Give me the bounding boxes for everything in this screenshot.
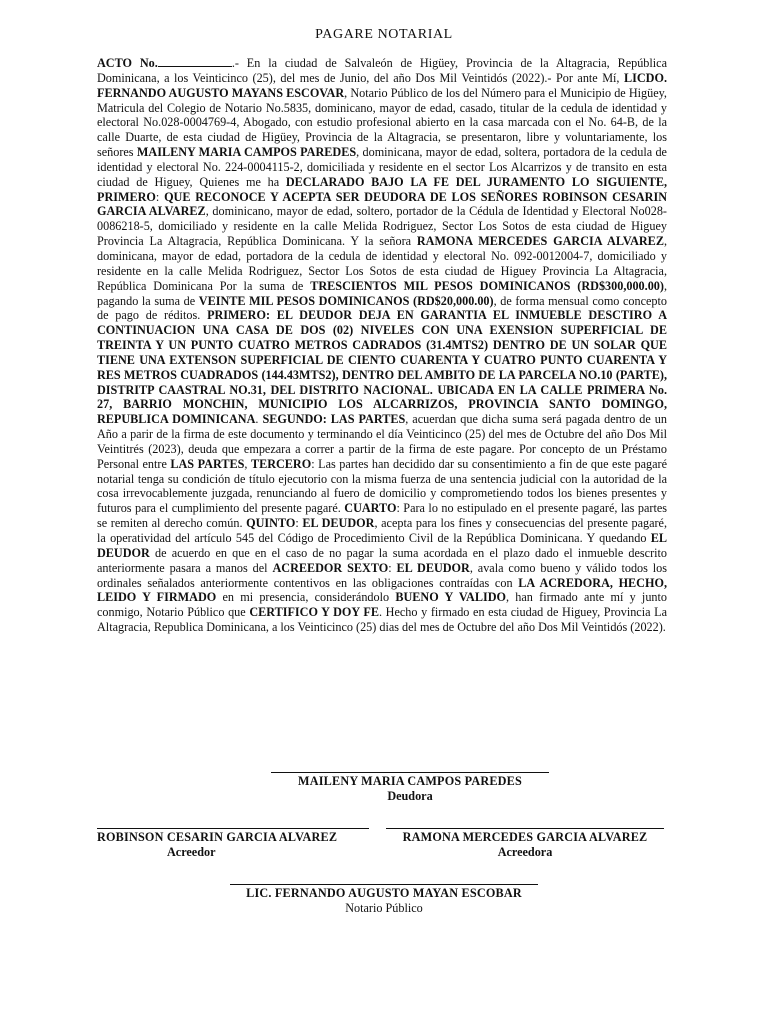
bold-text-run: CERTIFICO Y DOY FE bbox=[249, 605, 379, 620]
text-run: , avala como bueno y válido todos los ordinales señalados anteriormente contentivos en las obligaciones contraídas con bbox=[97, 560, 668, 590]
acto-number-blank bbox=[158, 56, 232, 67]
signature-line bbox=[386, 828, 664, 829]
text-run: en mi presencia, considerándolo bbox=[216, 590, 396, 605]
document-title: PAGARE NOTARIAL bbox=[315, 27, 453, 42]
text-run: .- En la ciudad de Salvaleón de Higüey, Provincia de la Altagracia, República Dominicana, a los Veinticinco (25), del mes de Junio, del año Dos Mil Veintidós (2022).- Por ante Mí, bbox=[97, 56, 667, 85]
text-run: de acuerdo en que en el caso de no pagar la suma acordada en el plazo dado el inmueble descrito anteriormente pasara a manos del bbox=[97, 545, 667, 575]
bold-text-run: TERCERO bbox=[250, 456, 312, 471]
bold-text-run: MAILENY MARIA CAMPOS PAREDES bbox=[136, 145, 357, 160]
bold-text-run: TRESCIENTOS MIL PESOS DOMINICANOS (RD$300,000.00) bbox=[310, 278, 664, 293]
text-run: , dominicana, mayor de edad, portadora de la cedula de identidad y electoral No. 092-0012004-7, domiciliado y residente en la calle Melida Rodriguez, Sector Los Sotos de esta ciudad de Higuey Provincia La Altagracia, República Dominicana Por la suma de bbox=[97, 234, 667, 293]
text-run: , acuerdan que dicha suma será pagada dentro de un Año a parir de la firma de este documento y terminando el día Veinticinco (25) del mes de Octubre del año Dos Mil Veintitrés (2023), deuda que empezara a correr a partir de la firma de este pagare. Por concepto de un Préstamo Personal entre bbox=[97, 412, 667, 471]
bold-text-run: LA ACREDORA, HECHO, LEIDO Y FIRMADO bbox=[97, 575, 667, 605]
text-run: : Para lo no estipulado en el presente pagaré, las partes se remiten al derecho común. bbox=[97, 501, 667, 531]
signer-role: Notario Público bbox=[345, 901, 423, 915]
text-run: , acepta para los fines y consecuencias del presente pagaré, la operatividad del artículo 545 del Código de Procedimiento Civil de la República Dominicana. Y quedando bbox=[97, 516, 668, 545]
text-run: . bbox=[255, 412, 263, 427]
signature-acreedor bbox=[97, 828, 369, 860]
body-paragraph bbox=[97, 56, 667, 635]
bold-text-run: QUE RECONOCE Y ACEPTA SER DEUDORA DE LOS SEÑORES ROBINSON CESARIN GARCIA ALVAREZ bbox=[97, 189, 667, 219]
signer-name: RAMONA MERCEDES GARCIA ALVAREZ bbox=[402, 830, 648, 844]
signature-line bbox=[97, 828, 369, 829]
text-run: , pagando la suma de bbox=[97, 278, 667, 308]
signer-role: Acreedor bbox=[167, 845, 216, 859]
signer-name: LIC. FERNANDO AUGUSTO MAYAN ESCOBAR bbox=[246, 886, 522, 900]
signature-line bbox=[271, 772, 549, 773]
bold-text-run: EL DEUDOR bbox=[396, 560, 470, 575]
bold-text-run: VEINTE MIL PESOS DOMINICANOS (RD$20,000.00) bbox=[198, 293, 494, 308]
acto-label: ACTO No. bbox=[97, 56, 158, 70]
bold-text-run: PRIMERO: EL DEUDOR DEJA EN GARANTIA EL INMUEBLE DESCTIRO A CONTINUACION UNA CASA DE DOS (02) NIVELES CON UNA EXENSION SUPERFICIAL DE TREINTA Y UN PUNTO CUATRO METROS CADRADOS (31.4MTS2) DENTRO DE UN SOLAR QUE TIENE UNA EXTENSON SUPERFICIAL DE CIENTO CUARENTA Y CUATRO PUNTO CUARENTA Y RES METROS CUADRADOS (144.43MTS2), DENTRO DEL AMBITO DE LA PARCELA NO.10 (PARTE), DISTRITP CAASTRAL NO.31, DEL DISTRITO NACIONAL. UBICADA EN LA CALLE PRIMERA No. 27, BARRIO MONCHIN, MUNICIPIO LOS ALCARRIZOS, PROVINCIA SANTO DOMINGO, REPUBLICA DOMINICANA bbox=[97, 308, 667, 427]
signature-acreedora bbox=[385, 828, 665, 860]
bold-text-run: EL DEUDOR bbox=[302, 516, 375, 531]
text-run: : Las partes han decidido dar su consentimiento a fin de que este pagaré notarial tenga su condición de título ejecutorio con la misma fuerza de una sentencia judicial con la autoridad de la cosa irrevocablemente juzgada, renunciando al fuero de domicilio y comprometiendo todos los bienes presentes y futuros para el cumplimiento del presente pagaré. bbox=[97, 456, 667, 516]
signature-deudora bbox=[270, 772, 550, 804]
bold-text-run: BUENO Y VALIDO bbox=[395, 590, 507, 605]
text-run: , bbox=[244, 456, 251, 471]
text-run: : bbox=[295, 516, 303, 531]
signature-notario bbox=[210, 884, 558, 916]
bold-text-run: DECLARADO BAJO LA FE DEL JURAMENTO LO SIGUIENTE, PRIMERO bbox=[97, 174, 668, 204]
bold-text-run: LAS PARTES bbox=[170, 456, 245, 471]
bold-text-run: CUARTO bbox=[344, 501, 397, 516]
text-run: . Hecho y firmado en esta ciudad de Higuey, Provincia La Altagracia, Republica Dominicana, a los Veinticinco (25) dias del mes de Octubre del año Dos Mil Veintidós (2022). bbox=[97, 605, 667, 635]
bold-text-run: QUINTO bbox=[246, 516, 296, 531]
document-body bbox=[97, 56, 667, 635]
bold-text-run: EL DEUDOR bbox=[97, 531, 667, 560]
text-run: , Notario Público de los del Número para el Municipio de Higüey, Matricula del Colegio de Notario No.5835, dominicano, mayor de edad, casado, titular de la cedula de identidad y electoral No.028-0004769-4, Abogado, con estudio profesional abierto en la casa marcada con el No. 64-B, de la calle Duarte, de esta ciudad de Higüey, Provincia de la Altagracia, se presentaron, libre y voluntariamente, los señores bbox=[97, 85, 667, 160]
signer-role: Acreedora bbox=[497, 845, 553, 859]
text-run: , dominicana, mayor de edad, soltera, portadora de la cedula de identidad y electoral No. 224-0004115-2, domiciliada y residente en el sector Los Alcarrizos y de transito en esta ciudad de Higuey, Quienes me ha bbox=[97, 145, 667, 189]
bold-text-run: LICDO. FERNANDO AUGUSTO MAYANS ESCOVAR bbox=[97, 70, 667, 100]
text-run: : bbox=[155, 189, 165, 204]
text-run: , dominicano, mayor de edad, soltero, portador de la Cédula de Identidad y Electoral No028-0086218-5, domiciliado y residente en la calle Melida Rodriguez, Sector Los Sotos de esta ciudad de Higuey Provincia La Altagracia, República Dominicana. Y la señora bbox=[97, 204, 667, 249]
signature-line bbox=[230, 884, 538, 885]
bold-text-run: SEGUNDO: LAS PARTES bbox=[262, 412, 406, 427]
text-run: : bbox=[388, 560, 397, 575]
text-run: , de forma mensual como concepto de pago de réditos. bbox=[97, 293, 668, 323]
bold-text-run: RAMONA MERCEDES GARCIA ALVAREZ bbox=[416, 234, 664, 249]
signer-name: MAILENY MARIA CAMPOS PAREDES bbox=[298, 774, 522, 788]
signer-name: ROBINSON CESARIN GARCIA ALVAREZ bbox=[97, 830, 338, 844]
text-run: , han firmado ante mí y junto conmigo, Notario Público que bbox=[97, 590, 667, 620]
signer-role: Deudora bbox=[387, 789, 433, 803]
bold-text-run: ACREEDOR SEXTO bbox=[272, 560, 389, 575]
